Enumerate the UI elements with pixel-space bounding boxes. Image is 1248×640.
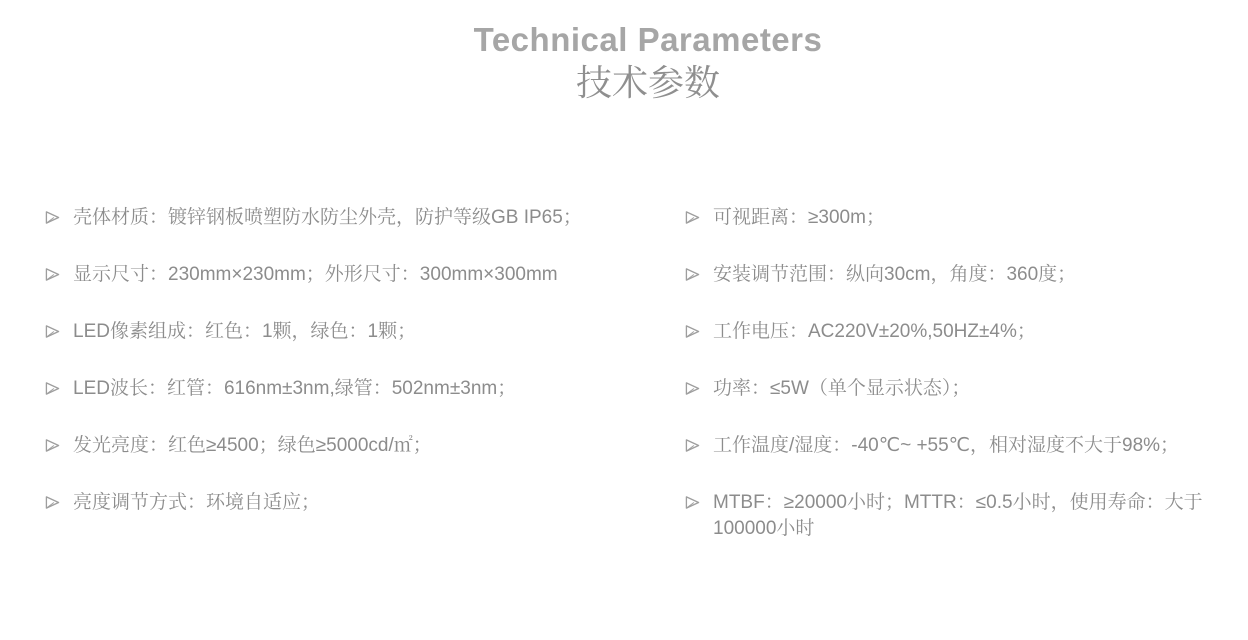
spec-list-left <box>45 205 643 573</box>
spec-text: 壳体材质：镀锌钢板喷塑防水防尘外壳，防护等级GB IP65； <box>73 207 582 228</box>
spec-text: 亮度调节方式：环境自适应； <box>73 492 321 513</box>
spec-item <box>45 433 643 459</box>
arrow-bullet-icon <box>45 495 60 510</box>
spec-item <box>45 262 643 288</box>
spec-text: 显示尺寸：230mm×230mm；外形尺寸：300mm×300mm <box>73 264 558 285</box>
spec-text: 发光亮度：红色≥4500；绿色≥5000cd/㎡； <box>73 435 432 456</box>
spec-item <box>685 376 1237 402</box>
arrow-bullet-icon <box>45 267 60 282</box>
page-title-chinese: 技术参数 <box>575 62 720 103</box>
spec-list-right <box>685 205 1237 573</box>
spec-columns <box>0 205 1248 573</box>
arrow-bullet-icon <box>45 438 60 453</box>
spec-text: 功率：≤5W（单个显示状态）； <box>713 378 971 399</box>
spec-text: 工作电压：AC220V±20%,50HZ±4%； <box>713 321 1036 342</box>
arrow-bullet-icon <box>685 438 700 453</box>
spec-item <box>45 490 643 516</box>
arrow-bullet-icon <box>45 381 60 396</box>
spec-text: 可视距离：≥300m； <box>713 207 885 228</box>
spec-item <box>685 319 1237 345</box>
arrow-bullet-icon <box>45 210 60 225</box>
spec-text: 工作温度/湿度：-40℃~ +55℃，相对湿度不大于98%； <box>713 435 1180 456</box>
spec-text: LED波长：红管：616nm±3nm,绿管：502nm±3nm； <box>73 378 517 399</box>
page-header <box>0 0 1248 105</box>
spec-text: 安装调节范围：纵向30cm，角度：360度； <box>713 264 1077 285</box>
spec-item <box>45 205 643 231</box>
arrow-bullet-icon <box>45 324 60 339</box>
arrow-bullet-icon <box>685 267 700 282</box>
spec-item <box>45 319 643 345</box>
spec-item <box>685 262 1237 288</box>
spec-item <box>685 433 1237 459</box>
arrow-bullet-icon <box>685 324 700 339</box>
arrow-bullet-icon <box>685 210 700 225</box>
spec-item <box>685 490 1237 542</box>
spec-item <box>45 376 643 402</box>
spec-text: LED像素组成：红色：1颗，绿色：1颗； <box>73 321 417 342</box>
arrow-bullet-icon <box>685 381 700 396</box>
arrow-bullet-icon <box>685 495 700 510</box>
spec-item <box>685 205 1237 231</box>
page-title-english: Technical Parameters <box>473 21 823 58</box>
spec-text: MTBF：≥20000小时；MTTR：≤0.5小时，使用寿命：大于100000小时 <box>713 492 1203 539</box>
